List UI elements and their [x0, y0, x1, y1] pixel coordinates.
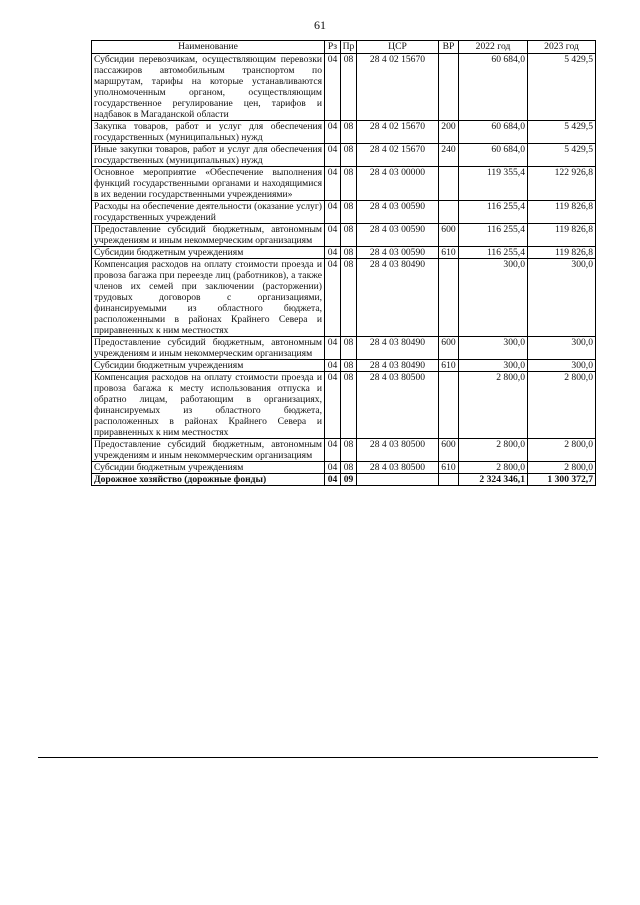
row-rz-cell: 04: [325, 474, 341, 486]
row-2022-cell: 2 800,0: [459, 439, 528, 462]
row-2022-cell: 2 800,0: [459, 462, 528, 474]
row-vr-cell: 610: [439, 247, 459, 259]
row-rz-cell: 04: [325, 462, 341, 474]
row-2023-cell: 2 800,0: [528, 439, 596, 462]
row-vr-cell: [439, 372, 459, 439]
row-name-cell: Дорожное хозяйство (дорожные фонды): [92, 474, 325, 486]
row-vr-cell: 610: [439, 360, 459, 372]
row-vr-cell: [439, 474, 459, 486]
row-name-cell: Субсидии бюджетным учреждениям: [92, 247, 325, 259]
table-row: [92, 201, 596, 224]
budget-table: [91, 40, 596, 486]
row-pr-cell: 08: [341, 144, 357, 167]
row-vr-cell: 240: [439, 144, 459, 167]
header-name: Наименование: [92, 41, 325, 54]
row-2023-cell: 2 800,0: [528, 372, 596, 439]
row-rz-cell: 04: [325, 247, 341, 259]
row-2022-cell: 60 684,0: [459, 144, 528, 167]
row-2023-cell: 300,0: [528, 259, 596, 337]
table-row: [92, 247, 596, 259]
row-name-cell: Иные закупки товаров, работ и услуг для обеспечения государственных (муниципальных) нужд: [92, 144, 325, 167]
table-row: [92, 121, 596, 144]
table-row: [92, 259, 596, 337]
row-name-cell: Субсидии бюджетным учреждениям: [92, 462, 325, 474]
row-2022-cell: 60 684,0: [459, 54, 528, 121]
row-name-cell: Субсидии перевозчикам, осуществляющим перевозки пассажиров автомобильным транспортом по маршрутам, тарифы на которые устанавливаются уполномоченным органом, осуществляющим государственное регулирование цен, тарифов и надбавок в Магаданской области: [92, 54, 325, 121]
row-rz-cell: 04: [325, 372, 341, 439]
header-csr: ЦСР: [357, 41, 439, 54]
row-pr-cell: 08: [341, 372, 357, 439]
row-csr-cell: 28 4 03 00590: [357, 247, 439, 259]
row-vr-cell: 600: [439, 337, 459, 360]
row-2023-cell: 122 926,8: [528, 167, 596, 201]
row-pr-cell: 08: [341, 462, 357, 474]
row-rz-cell: 04: [325, 54, 341, 121]
row-csr-cell: 28 4 03 00590: [357, 201, 439, 224]
row-pr-cell: 09: [341, 474, 357, 486]
row-csr-cell: 28 4 02 15670: [357, 121, 439, 144]
header-pr: Пр: [341, 41, 357, 54]
row-pr-cell: 08: [341, 439, 357, 462]
row-2023-cell: 300,0: [528, 337, 596, 360]
row-2023-cell: 300,0: [528, 360, 596, 372]
row-2022-cell: 116 255,4: [459, 224, 528, 247]
row-csr-cell: 28 4 02 15670: [357, 54, 439, 121]
row-name-cell: Закупка товаров, работ и услуг для обеспечения государственных (муниципальных) нужд: [92, 121, 325, 144]
row-2023-cell: 119 826,8: [528, 201, 596, 224]
table-row: [92, 462, 596, 474]
row-2023-cell: 119 826,8: [528, 247, 596, 259]
table-row: [92, 144, 596, 167]
row-vr-cell: [439, 201, 459, 224]
row-vr-cell: 610: [439, 462, 459, 474]
row-vr-cell: 200: [439, 121, 459, 144]
row-vr-cell: [439, 54, 459, 121]
row-name-cell: Расходы на обеспечение деятельности (оказание услуг) государственных учреждений: [92, 201, 325, 224]
row-pr-cell: 08: [341, 54, 357, 121]
row-name-cell: Предоставление субсидий бюджетным, автономным учреждениям и иным некоммерческим организациям: [92, 439, 325, 462]
page-number: 61: [314, 18, 326, 32]
row-csr-cell: 28 4 03 80500: [357, 462, 439, 474]
row-pr-cell: 08: [341, 247, 357, 259]
row-rz-cell: 04: [325, 167, 341, 201]
table-row: [92, 474, 596, 486]
row-2022-cell: 60 684,0: [459, 121, 528, 144]
row-2023-cell: 119 826,8: [528, 224, 596, 247]
table-row: [92, 372, 596, 439]
header-2022: 2022 год: [459, 41, 528, 54]
row-rz-cell: 04: [325, 360, 341, 372]
row-2022-cell: 116 255,4: [459, 201, 528, 224]
row-2023-cell: 5 429,5: [528, 121, 596, 144]
row-name-cell: Предоставление субсидий бюджетным, автономным учреждениям и иным некоммерческим организациям: [92, 224, 325, 247]
row-rz-cell: 04: [325, 259, 341, 337]
row-rz-cell: 04: [325, 337, 341, 360]
row-csr-cell: 28 4 03 80490: [357, 337, 439, 360]
row-2022-cell: 300,0: [459, 259, 528, 337]
row-pr-cell: 08: [341, 167, 357, 201]
row-vr-cell: 600: [439, 224, 459, 247]
header-rz: Рз: [325, 41, 341, 54]
row-vr-cell: [439, 167, 459, 201]
row-2023-cell: 5 429,5: [528, 54, 596, 121]
table-row: [92, 360, 596, 372]
row-2022-cell: 300,0: [459, 360, 528, 372]
page-bottom-rule: [38, 757, 598, 758]
header-2023: 2023 год: [528, 41, 596, 54]
row-2022-cell: 2 800,0: [459, 372, 528, 439]
row-csr-cell: 28 4 03 00000: [357, 167, 439, 201]
row-2022-cell: 300,0: [459, 337, 528, 360]
row-csr-cell: 28 4 03 80500: [357, 439, 439, 462]
row-2022-cell: 116 255,4: [459, 247, 528, 259]
row-csr-cell: 28 4 03 80490: [357, 259, 439, 337]
row-pr-cell: 08: [341, 360, 357, 372]
row-pr-cell: 08: [341, 337, 357, 360]
row-csr-cell: 28 4 03 80490: [357, 360, 439, 372]
row-rz-cell: 04: [325, 201, 341, 224]
row-name-cell: Субсидии бюджетным учреждениям: [92, 360, 325, 372]
row-vr-cell: [439, 259, 459, 337]
row-rz-cell: 04: [325, 224, 341, 247]
table-row: [92, 54, 596, 121]
row-name-cell: Основное мероприятие «Обеспечение выполнения функций государственными органами и находящимися в их ведении государственными учреждениями»: [92, 167, 325, 201]
row-name-cell: Предоставление субсидий бюджетным, автономным учреждениям и иным некоммерческим организациям: [92, 337, 325, 360]
row-name-cell: Компенсация расходов на оплату стоимости проезда и провоза багажа при переезде лиц (работников), а также членов их семей при заключении (расторжении) трудовых договоров с организациями, финансируемыми из областного бюджета, расположенными в районах Крайнего Севера и приравненных к ним местностях: [92, 259, 325, 337]
table-row: [92, 224, 596, 247]
table-header-row: [92, 41, 596, 54]
table-row: [92, 167, 596, 201]
row-2023-cell: 2 800,0: [528, 462, 596, 474]
row-pr-cell: 08: [341, 259, 357, 337]
row-vr-cell: 600: [439, 439, 459, 462]
row-2023-cell: 1 300 372,7: [528, 474, 596, 486]
row-rz-cell: 04: [325, 121, 341, 144]
table-row: [92, 337, 596, 360]
row-name-cell: Компенсация расходов на оплату стоимости проезда и провоза багажа к месту использования отпуска и обратно лицам, работающим в организациях, финансируемых из областного бюджета, расположенных в районах Крайнего Севера и приравненных к ним местностях: [92, 372, 325, 439]
row-csr-cell: [357, 474, 439, 486]
row-csr-cell: 28 4 03 00590: [357, 224, 439, 247]
header-vr: ВР: [439, 41, 459, 54]
table-body: [92, 54, 596, 486]
row-csr-cell: 28 4 03 80500: [357, 372, 439, 439]
row-csr-cell: 28 4 02 15670: [357, 144, 439, 167]
row-2022-cell: 119 355,4: [459, 167, 528, 201]
row-pr-cell: 08: [341, 121, 357, 144]
table-row: [92, 439, 596, 462]
row-2023-cell: 5 429,5: [528, 144, 596, 167]
row-pr-cell: 08: [341, 201, 357, 224]
row-2022-cell: 2 324 346,1: [459, 474, 528, 486]
row-pr-cell: 08: [341, 224, 357, 247]
row-rz-cell: 04: [325, 439, 341, 462]
row-rz-cell: 04: [325, 144, 341, 167]
